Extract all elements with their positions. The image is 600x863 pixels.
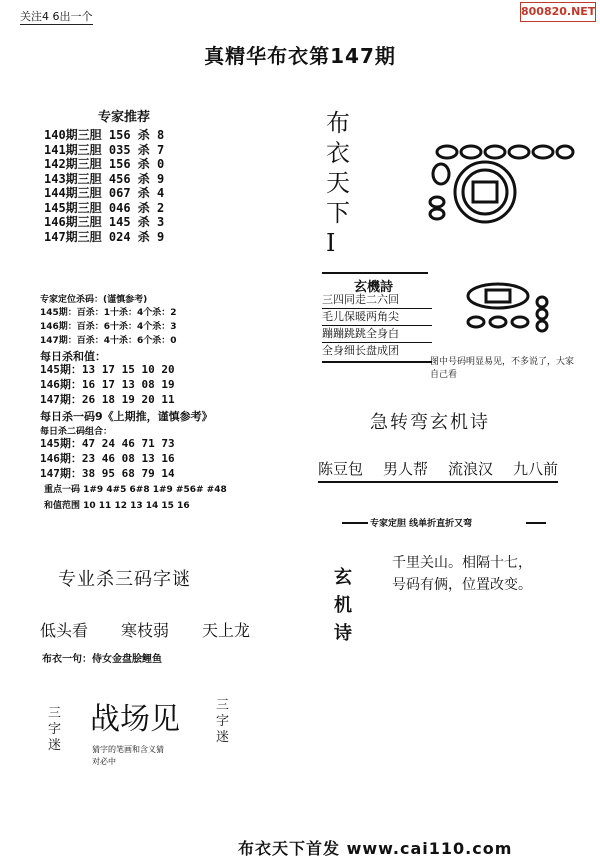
erma-list: [40, 436, 175, 481]
hezhi-list: [40, 362, 175, 407]
jizhuan-item: 九八前: [512, 460, 558, 478]
vertical-char: 机: [334, 595, 352, 616]
list-item: 145期：百杀：1十杀：4个杀：2: [40, 308, 177, 318]
xuanji-poem-vertical: [334, 564, 352, 648]
list-item: 142期三胆 156 杀 0: [44, 157, 165, 171]
jizhuan-item: 男人帮: [382, 460, 428, 478]
xuanji-heading: 玄機詩: [354, 280, 394, 295]
list-item: 140期三胆 156 杀 8: [44, 128, 165, 142]
list-item: 145期：13 17 15 10 20: [40, 363, 175, 376]
dingdan: 专家定胆 线单折直折又弯: [370, 519, 473, 529]
list-item: 147期：百杀：4十杀：6个杀：0: [40, 336, 177, 346]
poem-line: 毛儿保暖两角尖: [322, 309, 432, 326]
hezhi-heading: 每日杀和值：: [40, 350, 106, 363]
vertical-char: 三: [216, 698, 230, 713]
zhanchang-left: [48, 706, 61, 754]
poem-line: 千里关山。相隔十七，: [392, 555, 532, 571]
jizhuan-item: 陈豆包: [318, 460, 364, 478]
dingwei-list: [40, 306, 177, 348]
experts-list: [44, 128, 164, 244]
divider: [526, 522, 546, 524]
list-item: 145期：47 24 46 71 73: [40, 437, 175, 450]
zhanchang-note: [92, 744, 164, 768]
list-item: 146期三胆 145 杀 3: [44, 215, 165, 229]
dingwei-heading: 专家定位杀码：(谨慎参考): [40, 295, 148, 305]
list-item: 146期：23 46 08 13 16: [40, 452, 175, 465]
budai-char: 布: [326, 109, 350, 137]
list-item: 141期三胆 035 杀 7: [44, 142, 165, 157]
poem-line: 蹦蹦跳跳全身白: [322, 326, 432, 343]
experts-heading: 专家推荐: [98, 110, 151, 125]
zhongdian: 重点一码 1#9 4#5 6#8 1#9 #56# #48: [44, 485, 227, 495]
list-item: 146期：16 17 13 08 19: [40, 378, 175, 391]
zhanchang-main: 战场见: [90, 702, 180, 737]
footer: 布衣天下首发 www.cai110.com: [238, 839, 513, 858]
vertical-char: 字: [216, 714, 230, 729]
page-title: 真精华布衣第147期: [204, 44, 396, 68]
list-item: 146期：百杀：6十杀：4个杀：3: [40, 322, 177, 332]
zimi-item: 低头看: [40, 621, 89, 640]
poem-line: 三四同走二六回: [322, 292, 432, 309]
vertical-char: 字: [48, 722, 62, 737]
jizhuan-heading: 急转弯玄机诗: [370, 412, 490, 433]
zimi-item: 寒枝弱: [120, 621, 169, 640]
xuanji-poem: [392, 552, 532, 596]
vertical-char: 迷: [48, 738, 62, 753]
zimi-item: 天上龙: [201, 621, 250, 640]
budai-char: I: [326, 229, 336, 257]
budai-char: 天: [326, 169, 350, 197]
picture-note: 图中号码明显易见，不多说了，大家自己看: [430, 357, 575, 380]
jizhuan-items: [318, 458, 558, 483]
xuanji-lines: [322, 292, 432, 363]
follow-note: 关注4 6出一个: [20, 10, 93, 23]
list-item: 143期三胆 456 杀 9: [44, 171, 165, 186]
zimi-heading: 专业杀三码字谜: [58, 569, 191, 590]
list-item: 145期三胆 046 杀 2: [44, 200, 165, 215]
budai-char: 下: [326, 199, 350, 227]
erma-heading: 每日杀二码组合：: [40, 427, 113, 437]
site-badge[interactable]: 800820.NET: [520, 2, 596, 22]
poem-line: 全身细长盘成团: [322, 344, 399, 357]
list-item: 147期：38 95 68 79 14: [40, 467, 175, 480]
zhanchang-right: [216, 698, 229, 746]
vertical-char: 诗: [334, 623, 352, 644]
jizhuan-item: 流浪汉: [447, 460, 493, 478]
budai-vertical: [326, 108, 350, 258]
vertical-char: 玄: [334, 567, 352, 588]
zimi-items: [40, 618, 250, 641]
hezhi-fanwei: 和值范围 10 11 12 13 14 15 16: [44, 501, 190, 511]
chain-coin-picture: [425, 138, 575, 238]
list-item: 147期三胆 024 杀 9: [44, 229, 165, 244]
note-line: 猜字的笔画和含义猜: [92, 745, 164, 754]
buyi-sentence: 布衣一句：侍女金盘脍鲤鱼: [42, 654, 162, 665]
list-item: 144期三胆 067 杀 4: [44, 186, 165, 200]
divider: [342, 522, 368, 524]
list-item: 147期：26 18 19 20 11: [40, 393, 175, 406]
vertical-char: 迷: [216, 730, 230, 745]
poem-line: 号码有俩，位置改变。: [392, 577, 532, 593]
vertical-char: 三: [48, 706, 62, 721]
budai-char: 衣: [326, 139, 350, 167]
note-line: 对必中: [92, 757, 116, 766]
shayima: 每日杀一码9《上期推，谨慎参考》: [40, 410, 213, 423]
coin-chain-picture: [458, 280, 578, 350]
